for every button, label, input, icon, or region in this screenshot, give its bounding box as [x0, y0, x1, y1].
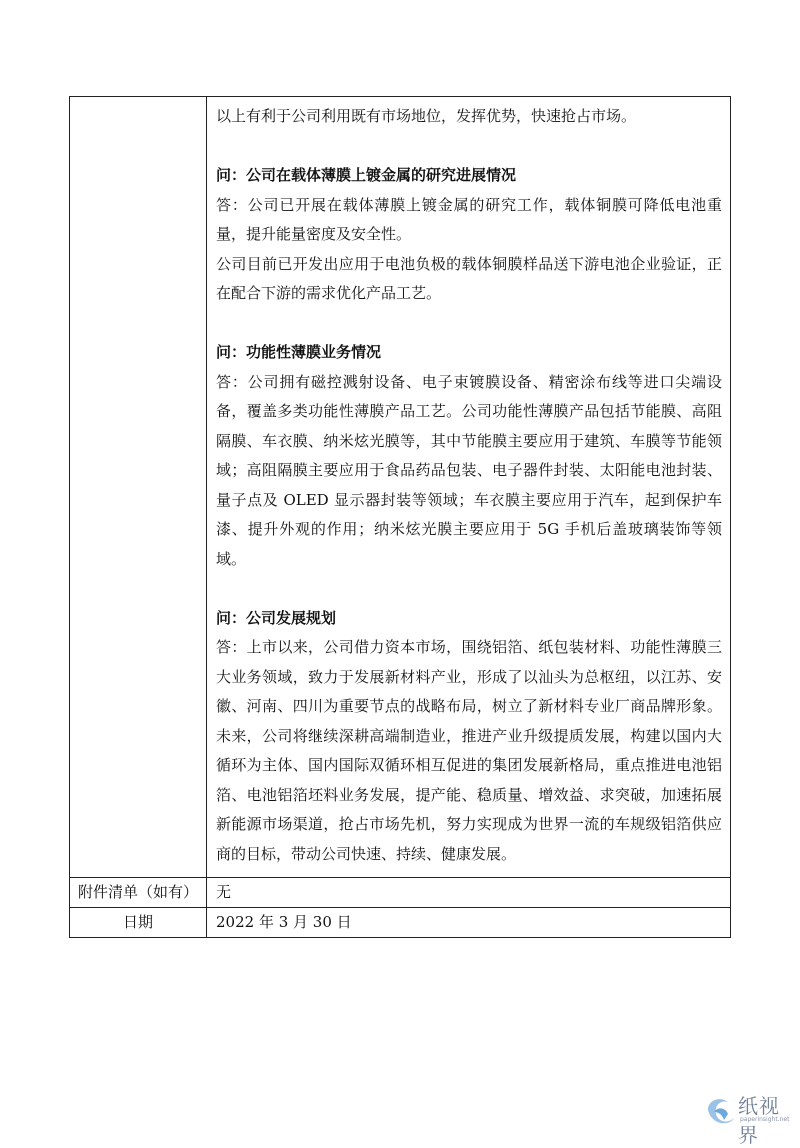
- answer-paragraph: 答：公司已开展在载体薄膜上镀金属的研究工作，载体铜膜可降低电池重量，提升能量密度及安全性。: [216, 195, 722, 243]
- content-row: [70, 97, 731, 878]
- date-label: 日期: [70, 908, 207, 938]
- date-value: 2022 年 3 月 30 日: [207, 908, 731, 938]
- paragraph-intro: 以上有利于公司利用既有市场地位，发挥优势，快速抢占市场。: [216, 107, 637, 125]
- answer-paragraph: 答：上市以来，公司借力资本市场，围绕铝箔、纸包装材料、功能性薄膜三大业务领域，致力于发展新材料产业，形成了以汕头为总枢纽，以江苏、安徽、河南、四川为重要节点的战略布局，树立了新材料专业厂商品牌形象。未来，公司将继续深耕高端制造业，推进产业升级提质发展，构建以国内大循环为主体、国内国际双循环相互促进的集团发展新格局，重点推进电池铝箔、电池铝箔坯料业务发展，提产能、稳质量、增效益、求突破，加速拓展新能源市场渠道，抢占市场先机，努力实现成为世界一流的车规级铝箔供应商的目标，带动公司快速、持续、健康发展。: [216, 638, 722, 863]
- watermark-url: paperinsight.net: [740, 1116, 790, 1123]
- answer-paragraph: 公司目前已开发出应用于电池负极的载体铜膜样品送下游电池企业验证，正在配合下游的需求优化产品工艺。: [216, 254, 722, 302]
- date-row: [70, 908, 731, 938]
- document-table: [69, 96, 731, 938]
- content-left-cell: [70, 97, 207, 878]
- question-heading: 问：公司在载体薄膜上镀金属的研究进展情况: [216, 166, 517, 184]
- attachments-value: 无: [207, 878, 731, 908]
- question-heading: 问：公司发展规划: [216, 608, 337, 627]
- watermark-text: 纸视界: [738, 1094, 780, 1147]
- question-heading: 问：功能性薄膜业务情况: [216, 343, 382, 361]
- content-right-cell: [207, 97, 731, 878]
- attachments-row: [70, 878, 731, 908]
- attachments-label: 附件清单（如有）: [70, 878, 207, 908]
- answer-paragraph: 答：公司拥有磁控溅射设备、电子束镀膜设备、精密涂布线等进口尖端设备，覆盖多类功能性薄膜产品工艺。公司功能性薄膜产品包括节能膜、高阻隔膜、车衣膜、纳米炫光膜等，其中节能膜主要应用于建筑、车膜等节能领域；高阻隔膜主要应用于食品药品包装、电子器件封装、太阳能电池封装、量子点及 OLED 显示器封装等领域；车衣膜主要应用于汽车，起到保护车漆、提升外观的作用；纳米炫光膜主要应用于 5G 手机后盖玻璃装饰等领域。: [216, 372, 722, 568]
